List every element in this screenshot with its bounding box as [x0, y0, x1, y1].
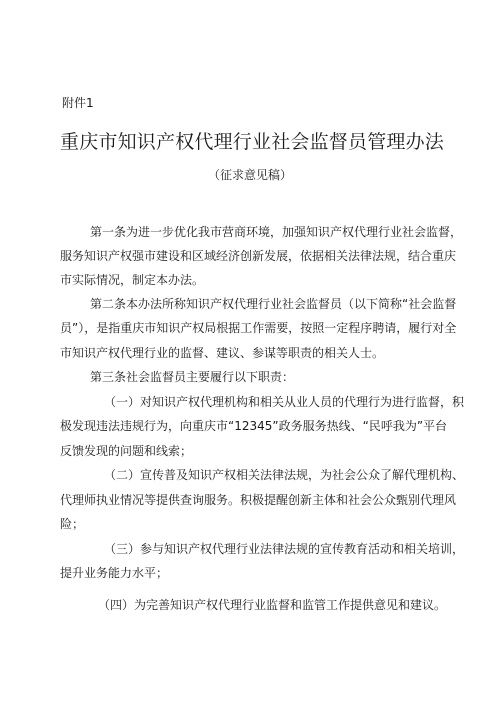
duty-1-line-1: （一）对知识产权代理机构和相关从业人员的代理行为进行监督，积 — [104, 395, 465, 409]
article-1-line-3: 市实际情况，制定本办法。 — [60, 273, 205, 287]
document-title: 重庆市知识产权代理行业社会监督员管理办法 — [60, 131, 445, 153]
attachment-label: 附件1 — [62, 96, 94, 110]
article-3-line-1: 第三条社会监督员主要履行以下职责： — [90, 370, 295, 384]
duty-4-line-1: （四）为完善知识产权代理行业监督和监管工作提供意见和建议。 — [98, 598, 447, 612]
duty-2-line-3: 险； — [60, 517, 85, 531]
duty-1-line-2: 极发现违法违规行为，向重庆市“12345”政务服务热线、“民呼我为”平台 — [60, 419, 448, 433]
duty-2-line-1: （二）宣传普及知识产权相关法律法规，为社会公众了解代理机构、 — [104, 468, 465, 482]
article-2-line-3: 市知识产权代理行业的监督、建议、参谋等职责的相关人士。 — [60, 346, 385, 360]
duty-3-line-2: 提升业务能力水平； — [60, 566, 169, 580]
duty-1-line-3: 反馈发现的问题和线索； — [60, 444, 193, 458]
article-2-line-2: 员”），是指重庆市知识产权局根据工作需要，按照一定程序聘请，履行对全 — [60, 321, 457, 335]
document-subtitle: （征求意见稿） — [207, 168, 292, 182]
duty-3-line-1: （三）参与知识产权代理行业法律法规的宣传教育活动和相关培训， — [104, 542, 465, 556]
article-1-line-2: 服务知识产权强市建设和区域经济创新发展，依据相关法律法规，结合重庆 — [60, 249, 457, 263]
article-2-line-1: 第二条本办法所称知识产权代理行业社会监督员（以下简称“社会监督 — [90, 297, 457, 311]
article-1-line-1: 第一条为进一步优化我市营商环境，加强知识产权代理行业社会监督， — [90, 225, 463, 239]
duty-2-line-2: 代理师执业情况等提供查询服务。积极提醒创新主体和社会公众甄别代理风 — [60, 493, 457, 507]
